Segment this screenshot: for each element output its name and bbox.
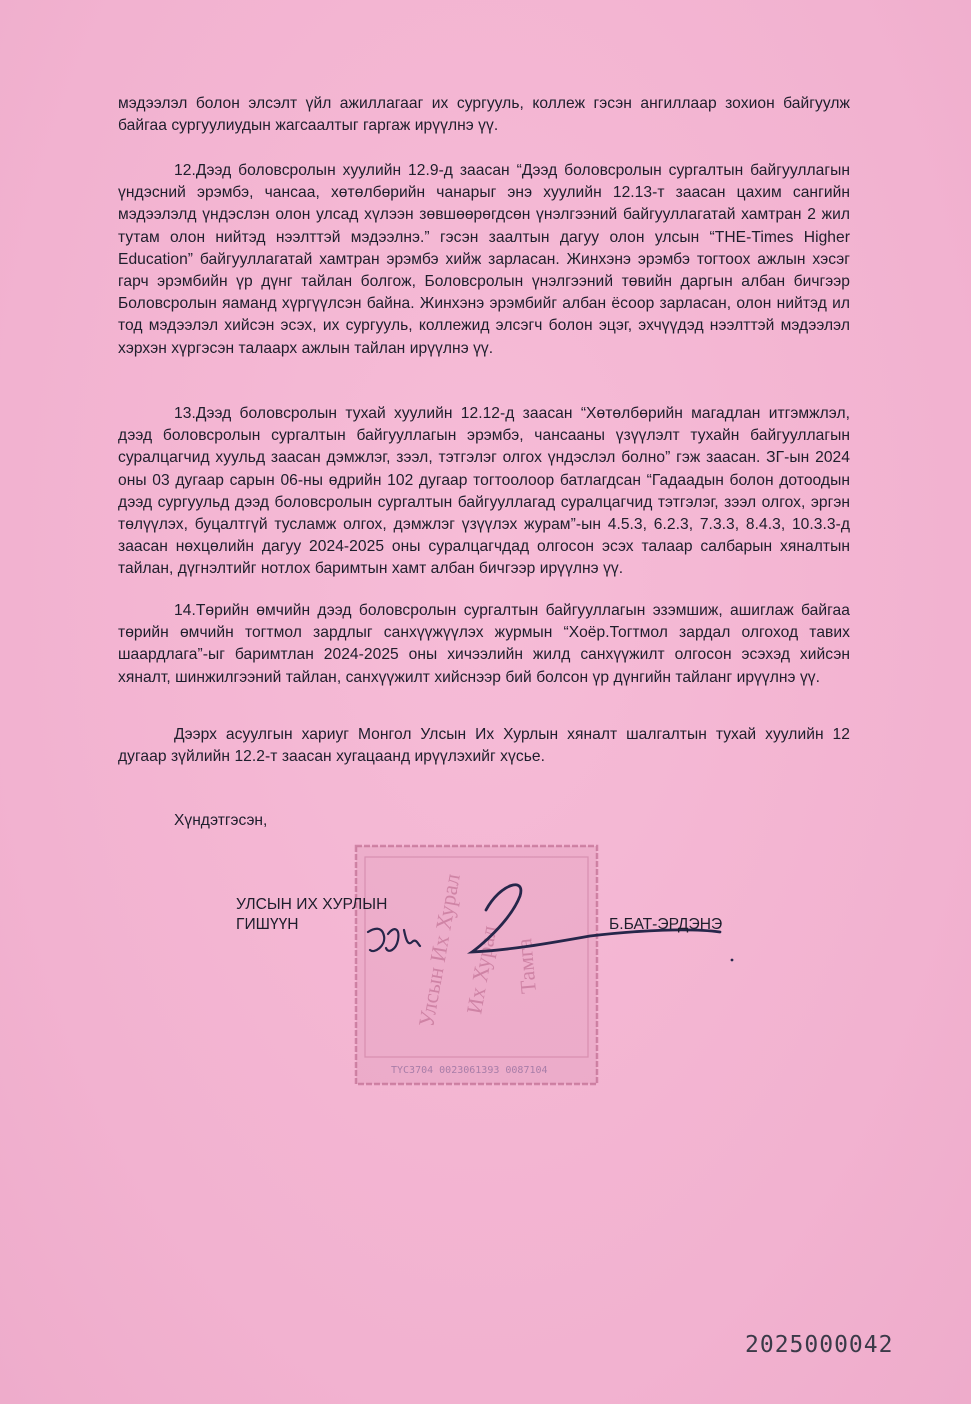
paragraph-item-13: 13.Дээд боловсролын тухай хуулийн 12.12-д заасан “Хөтөлбөрийн магадлан итгэмжлэл, дээд боловсролын сургалтын байгууллагын эрэмбэ, чансааны үзүүлэлт тухайн байгууллагын суралцагчид хуульд заасан дэмжлэг, зээл, тэтгэлэг олгох үндэслэл болно” гэж заасан. ЗГ-ын 2024 оны 03 дугаар сарын 06-ны өдрийн 102 дугаар тогтоолоор батлагдсан “Гадаадын болон дотоодын дээд сургуульд дээд боловсролын сургалтын байгууллагад суралцагчид тэтгэлэг, зээл олгох, эргэн төлүүлэх, буцалтгүй тусламж олгох, дэмжлэг үзүүлэх журам”-ын 4.5.3, 6.2.3, 7.3.3, 8.4.3, 10.3.3-д заасан нөхцөлийн дагуу 2024-2025 оны суралцагчдад олгосон эсэх талаар салбарын хяналтын тайлан, дүгнэлтийг нотлох баримтын хамт албан бичгээр ирүүлнэ үү. [118, 405, 850, 578]
paragraph-request: Дээрх асуулгын хариуг Монгол Улсын Их Хурлын хяналт шалгалтын тухай хуулийн 12 дугаар зүйлийн 12.2-т заасан хугацаанд ирүүлэхийг хүсье. [118, 726, 850, 766]
stamp-text-2: Их Хурал [461, 923, 502, 1016]
signatory-title-line2: ГИШҮҮН [236, 916, 299, 933]
document-number: 2025000042 [745, 1332, 894, 1358]
stamp-text-0: Тамга [511, 937, 541, 995]
stamp-text-1: Улсын Их Хурал [413, 871, 465, 1029]
paragraph-item-14: 14.Төрийн өмчийн дээд боловсролын сургалтын байгууллагын эзэмшиж, ашиглаж байгаа төрийн өмчийн тогтмол зардлыг санхүүжүүлэх журмын “Хоёр.Тогтмол зардал олгоход тавих шаардлага”-ыг баримтлан 2024-2025 оны хичээлийн жилд санхүүжилт олгосон эсэхэд хийсэн хяналт, шинжилгээний тайлан, санхүүжилт хийснээр бий болсон үр дүнгийн тайланг ирүүлнэ үү. [118, 602, 850, 686]
paragraph-continuation: мэдээлэл болон элсэлт үйл ажиллагааг их сургууль, коллеж гэсэн ангиллаар зохион байгуулж байгаа сургуулиудын жагсаалтыг гаргаж ирүүлнэ үү. [118, 95, 850, 135]
signatory-title-line1: УЛСЫН ИХ ХУРЛЫН [236, 896, 388, 913]
paragraph-item-12: 12.Дээд боловсролын хуулийн 12.9-д заасан “Дээд боловсролын сургалтын байгууллагын үндэсний эрэмбэ, чансаа, хөтөлбөрийн чанарыг энэ хуулийн 12.13-т заасан цахим сангийн мэдээлэлд үндэслэн олон улсад хүлээн зөвшөөрөгдсөн үнэлгээний байгууллагатай хамтран 2 жил тутам олон нийтэд нээлттэй мэдээлнэ.” гэсэн заалтын дагуу олон улсын “THE-Times Higher Education” байгууллагатай хамтран эрэмбэ хийж зарласан. Жинхэнэ эрэмбэ тогтоох ажлын хэсэг гарч эрэмбийн үр дүнг тайлан болгож, Боловсролын үнэлгээний төвийн даргын албан бичгээр Боловсролын яаманд хүргүүлсэн байна. Жинхэнэ эрэмбийг албан ёсоор зарласан, олон нийтэд ил тод мэдээлэл хийсэн эсэх, их сургууль, коллежид элсэгч болон эцэг, эхчүүдэд нээлттэй мэдээлэл хэрхэн хүргэсэн талаарх ажлын тайлан ирүүлнэ үү. [118, 162, 850, 357]
closing-salutation: Хүндэтгэсэн, [174, 812, 268, 829]
signatory-name: Б.БАТ-ЭРДЭНЭ [609, 916, 723, 933]
stamp-bottom-code: ТҮС3704 0023061393 0087104 [391, 1065, 548, 1076]
